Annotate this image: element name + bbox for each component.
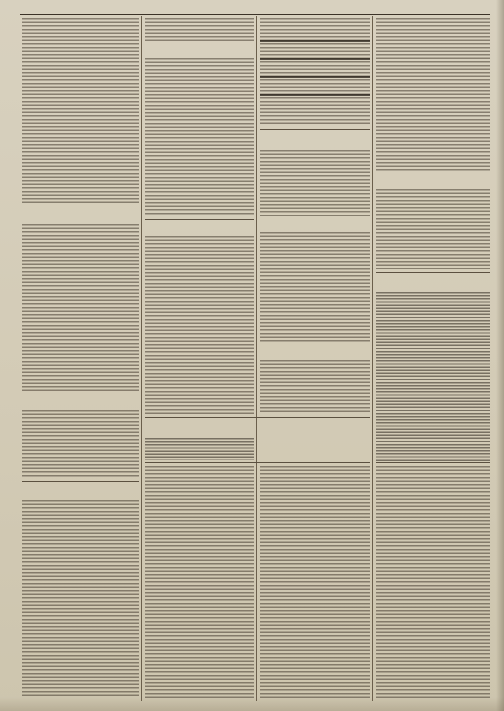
section-rule [145, 462, 370, 463]
article-text [145, 18, 254, 42]
article-text [376, 189, 490, 269]
article-text [22, 224, 139, 392]
article-text [22, 410, 139, 478]
bold-line [260, 58, 370, 60]
article-text [376, 466, 490, 698]
page-edge-shadow [496, 0, 504, 711]
article-text [145, 438, 254, 460]
column-rule [141, 16, 142, 701]
page-bottom-shadow [0, 697, 504, 711]
article-text [376, 18, 490, 172]
article-text [376, 292, 490, 462]
section-rule [376, 462, 490, 463]
article-text [145, 466, 254, 698]
section-rule [145, 219, 254, 220]
article-text [145, 58, 254, 216]
column-rule [256, 16, 257, 701]
article-text [260, 232, 370, 342]
bold-line [260, 94, 370, 96]
article-text [260, 466, 370, 698]
article-text [260, 150, 370, 216]
section-rule [22, 481, 139, 482]
column-rule [372, 16, 373, 701]
article-text [260, 18, 370, 126]
section-rule [376, 272, 490, 273]
section-rule [145, 417, 370, 418]
article-text [22, 500, 139, 698]
section-rule [260, 129, 370, 130]
header-rule [20, 14, 490, 15]
article-text [22, 18, 139, 204]
article-text [260, 360, 370, 414]
bold-line [260, 76, 370, 78]
bold-line [260, 40, 370, 42]
article-text [145, 236, 254, 414]
